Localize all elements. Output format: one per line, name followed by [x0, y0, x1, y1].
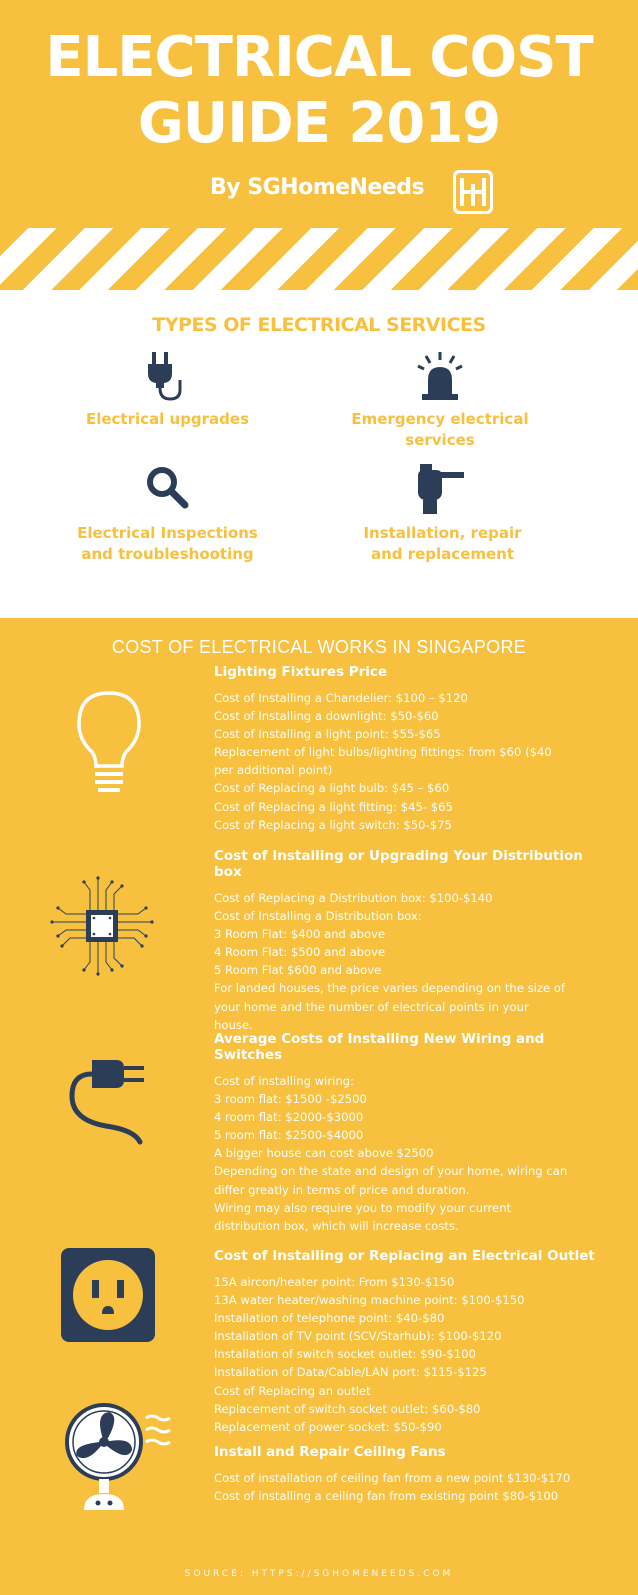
cost-line: Cost of Replacing an outlet: [214, 1383, 371, 1398]
cost-line: Cost of Installing a Chandelier: $100 – $120: [214, 691, 468, 705]
cost-block-heading: Cost of Installing or Replacing an Electrical Outlet: [214, 1248, 595, 1264]
cost-line: Installation of Data/Cable/LAN port: $115-$125: [214, 1365, 487, 1380]
service-label-inspections: Electrical Inspections and troubleshooting: [77, 524, 258, 563]
cost-line: 15A aircon/heater point: From $130-$150: [214, 1275, 455, 1289]
cost-block-heading: Cost of Installing or Upgrading Your Distribution box: [214, 848, 583, 880]
cost-line: Cost of installation of ceiling fan from a new point $130-$170: [214, 1471, 571, 1485]
siren-icon: [414, 350, 466, 402]
cost-line: Cost of installing wiring:: [214, 1074, 354, 1088]
cost-line: Cost of Installing a downlight: $50-$60: [214, 709, 439, 724]
magnifier-icon: [145, 465, 189, 509]
source-footer: SOURCE: HTTPS://SGHOMENEEDS.COM: [184, 1569, 454, 1579]
cost-line: Cost of Replacing a Distribution box: $100-$140: [214, 891, 493, 905]
cost-block-lighting: [214, 664, 609, 834]
service-label-upgrades: Electrical upgrades: [85, 410, 250, 428]
cost-block-outlet: [214, 1248, 609, 1436]
light-bulb-icon: [76, 690, 142, 798]
page-title-line1: ELECTRICAL COST: [45, 25, 593, 90]
cost-line: Cost of Replacing a light switch: $50-$75: [214, 817, 452, 832]
cost-line: 5 room flat: $2500-$4000: [214, 1128, 364, 1143]
sghomeneeds-logo-icon: [452, 164, 494, 216]
cost-line: your home and the number of electrical points in your: [214, 999, 529, 1014]
cost-line: Installation of telephone point: $40-$80: [214, 1311, 445, 1326]
types-title: TYPES OF ELECTRICAL SERVICES: [152, 314, 486, 336]
cost-line: A bigger house can cost above $2500: [214, 1146, 434, 1161]
cost-line: Installation of TV point (SCV/Starhub): $100-$120: [214, 1329, 502, 1344]
service-label-installation: Installation, repair and replacement: [363, 524, 522, 563]
circuit-chip-icon: [46, 870, 158, 982]
service-label-emergency: Emergency electrical services: [351, 410, 529, 449]
cost-line: per additional point): [214, 763, 333, 778]
hammer-hand-icon: [414, 458, 472, 516]
fan-icon: [64, 1402, 174, 1514]
power-outlet-icon: [61, 1248, 155, 1342]
cost-block-heading: Average Costs of Installing New Wiring and Switches: [214, 1031, 545, 1063]
plug-icon: [143, 350, 187, 402]
cost-block-distribution: [214, 848, 609, 1034]
cost-line: Depending on the state and design of your home, wiring can: [214, 1164, 568, 1179]
types-section: [0, 290, 638, 618]
power-cord-icon: [66, 1050, 150, 1146]
cost-line: Cost of Replacing a light bulb: $45 – $60: [214, 781, 450, 796]
cost-line: Cost of Installing a Distribution box:: [214, 909, 422, 924]
cost-block-wiring: [214, 1031, 609, 1235]
cost-block-fans: [214, 1444, 609, 1505]
cost-line: Wiring may also require you to modify your current: [214, 1200, 512, 1215]
cost-line: distribution box, which will increase costs.: [214, 1218, 459, 1233]
cost-line: Installation of switch socket outlet: $90-$100: [214, 1347, 476, 1362]
cost-block-heading: Install and Repair Ceiling Fans: [214, 1444, 446, 1460]
cost-line: Cost of Replacing a light fitting: $45- $65: [214, 799, 453, 814]
cost-line: For landed houses, the price varies depending on the size of: [214, 981, 565, 996]
byline: By SGHomeNeeds: [210, 175, 425, 200]
cost-line: differ greatly in terms of price and duration.: [214, 1182, 470, 1197]
cost-line: 3 Room Flat: $400 and above: [214, 927, 386, 942]
cost-line: 13A water heater/washing machine point: $100-$150: [214, 1293, 525, 1308]
cost-line: 5 Room Flat $600 and above: [214, 963, 382, 978]
cost-line: Cost of installing a ceiling fan from existing point $80-$100: [214, 1489, 559, 1504]
cost-line: Cost of Installing a light point: $55-$65: [214, 727, 441, 742]
cost-line: Replacement of light bulbs/lighting fittings: from $60 ($40: [214, 745, 552, 760]
cost-line: Replacement of power socket: $50-$90: [214, 1419, 442, 1434]
cost-block-heading: Lighting Fixtures Price: [214, 664, 388, 680]
hazard-stripes: [0, 228, 638, 290]
cost-line: house.: [214, 1017, 253, 1032]
cost-line: 4 Room Flat: $500 and above: [214, 945, 386, 960]
cost-section-title: COST OF ELECTRICAL WORKS IN SINGAPORE: [111, 637, 527, 657]
cost-line: 3 room flat: $1500 -$2500: [214, 1092, 367, 1107]
cost-line: 4 room flat: $2000-$3000: [214, 1110, 364, 1125]
page-title-line2: GUIDE 2019: [137, 91, 501, 156]
cost-line: Replacement of switch socket outlet: $60-$80: [214, 1401, 481, 1416]
